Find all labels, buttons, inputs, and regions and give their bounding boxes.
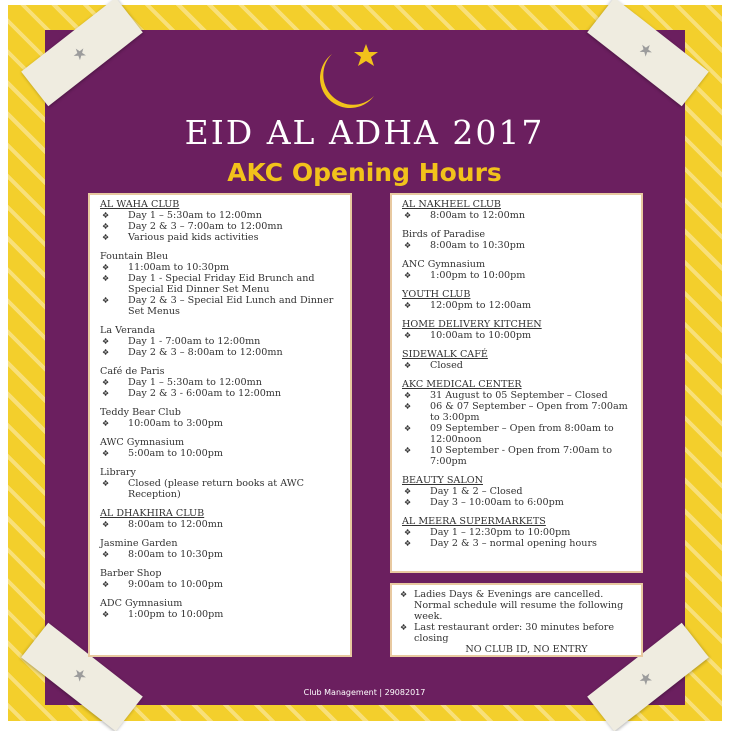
hours-item [100,377,340,388]
star-icon: ★ [634,37,658,62]
venue-heading: BEAUTY SALON [402,475,483,486]
hours-text: Day 1 – 5:30am to 12:00mn [128,210,262,221]
venue-heading: Birds of Paradise [402,229,486,240]
hours-item [402,423,631,445]
venue-section [402,379,631,467]
venue-heading: Jasmine Garden [100,538,178,549]
hours-text: Various paid kids activities [128,232,259,243]
hours-text: Day 2 & 3 – Special Eid Lunch and Dinner Set Menus [128,295,334,317]
diamond-bullet-icon: ❖ [404,301,412,310]
hours-item [100,388,340,399]
venue-heading: La Veranda [100,325,156,336]
diamond-bullet-icon: ❖ [102,550,110,559]
venue-heading: Library [100,467,136,478]
diamond-bullet-icon: ❖ [102,222,110,231]
hours-item [100,295,340,317]
diamond-bullet-icon: ❖ [102,610,110,619]
hours-item [402,538,631,549]
hours-text: 8:00am to 12:00mn [128,519,224,530]
diamond-bullet-icon: ❖ [400,590,408,599]
hours-text: 06 & 07 September – Open from 7:00am to 3:00pm [430,401,628,423]
venue-section [100,508,340,530]
hours-text: Day 2 & 3 – normal opening hours [430,538,597,549]
hours-item [100,262,340,273]
hours-text: 12:00pm to 12:00am [430,300,532,311]
hours-text: 9:00am to 10:00pm [128,579,223,590]
star-icon [354,44,378,66]
venue-heading: SIDEWALK CAFÉ [402,349,488,360]
notes-box [390,583,643,657]
hours-text: Day 1 - 7:00am to 12:00mn [128,336,261,347]
venue-section [100,598,340,620]
hours-text: Day 2 & 3 - 6:00am to 12:00mn [128,388,282,399]
diamond-bullet-icon: ❖ [404,361,412,370]
hours-item [100,609,340,620]
hours-item [100,232,340,243]
hours-item [100,210,340,221]
star-icon: ★ [68,662,92,687]
diamond-bullet-icon: ❖ [404,487,412,496]
hours-text: Day 2 & 3 – 7:00am to 12:00mn [128,221,283,232]
hours-item [402,240,631,251]
venue-section [100,251,340,317]
note-text: Last restaurant order: 30 minutes before closing [414,622,614,644]
venue-heading: AKC MEDICAL CENTER [402,379,522,390]
diamond-bullet-icon: ❖ [404,241,412,250]
venue-heading: ANC Gymnasium [402,259,486,270]
diamond-bullet-icon: ❖ [102,378,110,387]
venue-heading: ADC Gymnasium [100,598,183,609]
hours-text: Day 1 & 2 – Closed [430,486,523,497]
right-hours-box [390,193,643,573]
venue-heading: AL NAKHEEL CLUB [402,199,501,210]
note-item [400,589,633,622]
crescent-moon-icon [312,44,384,116]
venue-heading: Teddy Bear Club [100,407,181,418]
hours-text: 10:00am to 10:00pm [430,330,532,341]
diamond-bullet-icon: ❖ [404,211,412,220]
hours-text: Day 1 – 5:30am to 12:00mn [128,377,262,388]
hours-item [402,390,631,401]
hours-item [402,330,631,341]
diamond-bullet-icon: ❖ [404,271,412,280]
hours-item [402,445,631,467]
hours-item [100,579,340,590]
venue-section [100,538,340,560]
hours-text: Closed (please return books at AWC Reception) [128,478,304,500]
hours-item [100,549,340,560]
venue-section [402,199,631,221]
diamond-bullet-icon: ❖ [102,520,110,529]
hours-text: 11:00am to 10:30pm [128,262,230,273]
venue-heading: AL MEERA SUPERMARKETS [402,516,546,527]
venue-section [100,437,340,459]
hours-item [100,273,340,295]
venue-heading: AL WAHA CLUB [100,199,180,210]
hours-text: 10 September - Open from 7:00am to 7:00pm [430,445,613,467]
hours-item [100,418,340,429]
hours-text: 8:00am to 10:30pm [430,240,525,251]
no-entry-notice: NO CLUB ID, NO ENTRY [465,644,588,655]
diamond-bullet-icon: ❖ [102,263,110,272]
venue-section [100,325,340,358]
star-icon: ★ [67,41,91,66]
venue-heading: Café de Paris [100,366,165,377]
diamond-bullet-icon: ❖ [102,479,110,488]
hours-text: 8:00am to 12:00mn [430,210,526,221]
diamond-bullet-icon: ❖ [404,498,412,507]
venue-section [402,259,631,281]
diamond-bullet-icon: ❖ [102,296,110,305]
hours-text: Day 2 & 3 – 8:00am to 12:00mn [128,347,283,358]
diamond-bullet-icon: ❖ [404,391,412,400]
hours-text: 10:00am to 3:00pm [128,418,223,429]
venue-section [100,366,340,399]
hours-item [100,448,340,459]
hours-item [402,497,631,508]
diamond-bullet-icon: ❖ [404,402,412,411]
hours-text: 1:00pm to 10:00pm [430,270,526,281]
page-subtitle: AKC Opening Hours [227,158,502,187]
left-hours-box [88,193,352,657]
hours-text: 1:00pm to 10:00pm [128,609,224,620]
diamond-bullet-icon: ❖ [404,424,412,433]
diamond-bullet-icon: ❖ [400,623,408,632]
hours-text: Day 3 – 10:00am to 6:00pm [430,497,564,508]
hours-text: 8:00am to 10:30pm [128,549,223,560]
hours-item [100,519,340,530]
venue-heading: Barber Shop [100,568,162,579]
star-icon: ★ [633,666,657,691]
diamond-bullet-icon: ❖ [404,446,412,455]
hours-item [100,478,340,500]
hours-text: Day 1 – 12:30pm to 10:00pm [430,527,571,538]
venue-section [100,467,340,500]
hours-item [402,210,631,221]
hours-item [402,360,631,371]
diamond-bullet-icon: ❖ [404,528,412,537]
venue-section [402,349,631,371]
venue-heading: Fountain Bleu [100,251,169,262]
diamond-bullet-icon: ❖ [102,348,110,357]
hours-item [402,486,631,497]
venue-section [402,319,631,341]
venue-section [100,407,340,429]
hours-item [100,336,340,347]
hours-text: 5:00am to 10:00pm [128,448,223,459]
diamond-bullet-icon: ❖ [102,274,110,283]
diamond-bullet-icon: ❖ [102,211,110,220]
venue-heading: AL DHAKHIRA CLUB [100,508,205,519]
hours-item [402,401,631,423]
hours-item [402,300,631,311]
hours-text: 09 September – Open from 8:00am to 12:00noon [430,423,614,445]
diamond-bullet-icon: ❖ [102,337,110,346]
diamond-bullet-icon: ❖ [404,331,412,340]
venue-section [402,289,631,311]
note-item [400,622,633,644]
venue-section [100,199,340,243]
hours-item [100,347,340,358]
hours-item [402,527,631,538]
diamond-bullet-icon: ❖ [102,389,110,398]
venue-section [402,516,631,549]
hours-item [100,221,340,232]
diamond-bullet-icon: ❖ [102,580,110,589]
venue-section [402,475,631,508]
note-text: Ladies Days & Evenings are cancelled. Normal schedule will resume the following week. [414,589,624,622]
venue-section [100,568,340,590]
footer: Club Management | 29082017 [303,688,426,697]
venue-heading: HOME DELIVERY KITCHEN [402,319,542,330]
diamond-bullet-icon: ❖ [102,419,110,428]
venue-heading: YOUTH CLUB [402,289,471,300]
diamond-bullet-icon: ❖ [102,233,110,242]
hours-item [402,270,631,281]
hours-text: Day 1 - Special Friday Eid Brunch and Special Eid Dinner Set Menu [128,273,315,295]
hours-text: Closed [430,360,463,371]
page-title: EID AL ADHA 2017 [184,113,545,152]
venue-section [402,229,631,251]
hours-text: 31 August to 05 September – Closed [430,390,608,401]
diamond-bullet-icon: ❖ [102,449,110,458]
diamond-bullet-icon: ❖ [404,539,412,548]
venue-heading: AWC Gymnasium [100,437,185,448]
